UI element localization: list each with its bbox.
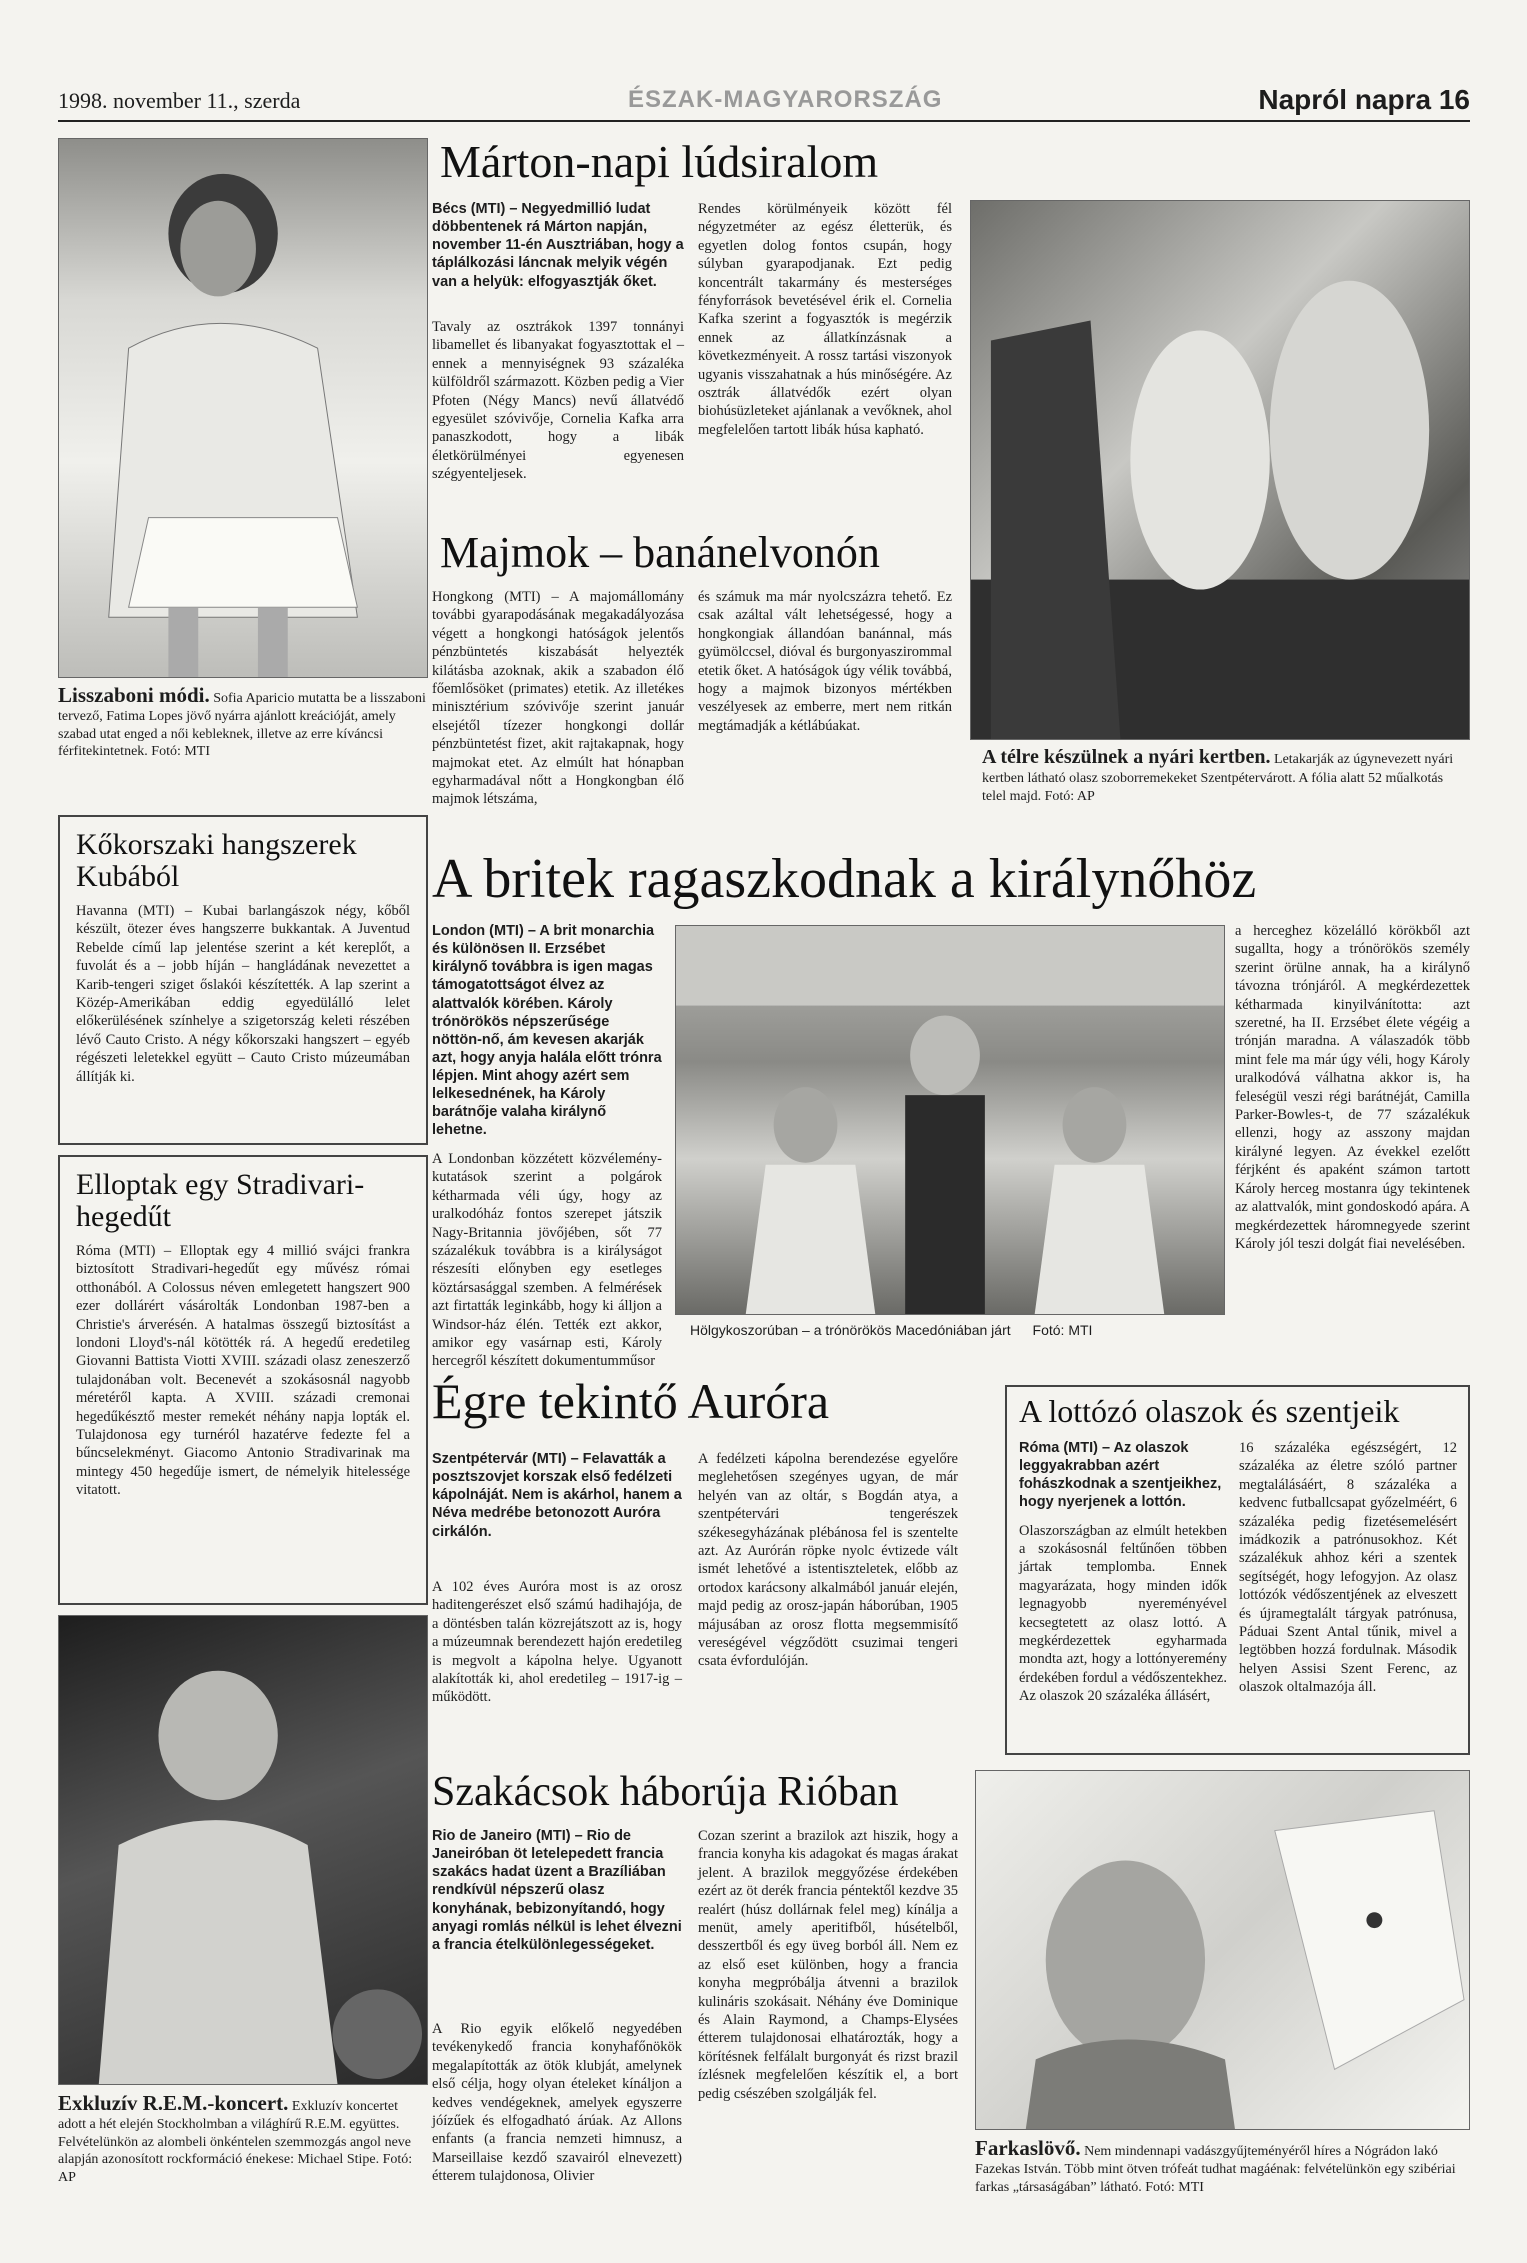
aurora-lead: Szentpétervár (MTI) – Felavatták a posztszovjet korszak első fedélzeti kápolnáját. Nem is akárhol, hanem a Néva medrébe betonozott Auróra cirkálón. xyxy=(432,1451,682,1540)
rem-caption-text: Exkluzív koncertet adott a hét elején Stockholmban a világhírű R.E.M. együttes. Felvételünkön az alombeli önkéntelen szemmozgás angol neve alapján azonosított rockformáció énekese: Michael Stipe. Fotó: AP xyxy=(58,2099,413,2185)
garden-caption-title: A télre készülnek a nyári kertben. xyxy=(982,746,1271,768)
macedonia-photo-caption xyxy=(690,1322,1210,1340)
stradivari-article xyxy=(58,1155,428,1605)
rem-concert-photo xyxy=(58,1615,428,2085)
garden-caption-text: Letakarják az úgynevezett nyári kertben látható olasz szoborremekeket Szentpétervárott. A fólia alatt 52 műalkotás telel majd. Fotó: AP xyxy=(982,752,1454,804)
lisbon-caption xyxy=(58,682,428,761)
stradivari-title: Elloptak egy Stradivari-hegedűt xyxy=(76,1168,365,1233)
majmok-col2: és számuk ma már nyolcszázra tehető. Ez csak azáltal vált lehetségessé, hogy a hongkongiak állandóan banánnal, más gyümölccsel, dióval és burgonyaszirommal etetik őket. A hatóságok úgy vélik továbbá, hogy a majmok bizonyos mértékben veszélyesek az emberre, mert nem ritkán megtámadják a kétlábúakat. xyxy=(698,589,952,734)
issue-date: 1998. november 11., szerda xyxy=(58,88,301,113)
marton-title: Márton-napi lúdsiralom xyxy=(440,136,879,187)
stone-text: Havanna (MTI) – Kubai barlangászok négy, kőből készült, ötezer éves hangszerre bukkantak. A Juventud Rebelde című lap jelentése szerint a két kereplőt, a fuvolát és a – jobb híján – hangládának nevezettet a Karib-tengeri sziget őslakói készítették. A lap szerint a Közép-Amerikában eddig egyedülálló lelet előkerülésének színhelye a szigetország keleti részében lévő Cauto Cristo. A négy kőkorszaki hangszert – egyéb régészeti leletekkel együtt – Cauto Cristo múzeumában állítják ki. xyxy=(76,903,410,1085)
stone-instruments-article xyxy=(58,815,428,1145)
aurora-col1: A 102 éves Auróra most is az orosz haditengerészet első számú hadihajója, de a döntésben talán közrejátszott az is, hogy a múzeumnak berendezett hajón eredetileg is megvolt a kápolna helye. Ugyanott alakították ki, ahol eredetileg – 1917-ig – működött. xyxy=(432,1579,682,1706)
lotto-col1: Olaszországban az elmúlt hetekben a szokásosnál feltűnően többen jártak templomba. Ennek magyarázata, hogy minden idők legnagyobb nyereményével kecsegtetett az olasz lottó. A megkérdezettek egyharmada mondta azt, hogy a lottónyeremény érdekében fordul a védőszentekhez. Az olaszok 20 százaléka állásért, xyxy=(1019,1522,1227,1705)
macedonia-caption-credit: Fotó: MTI xyxy=(1032,1322,1093,1338)
aurora-title: Égre tekintő Auróra xyxy=(432,1373,830,1429)
page-header xyxy=(58,84,1470,122)
wolf-caption-text: Nem mindennapi vadászgyűjteményéről híres a Nógrádon lakó Fazekas István. Több mint ötven trófeát tudhat magáénak: felvételünkön egy szibériai farkas „társaságában” látható. Fotó: MTI xyxy=(975,2144,1456,2195)
marton-lead: Bécs (MTI) – Negyedmillió ludat döbbentenek rá Márton napján, november 11-én Ausztriában, hogy a táplálkozási láncnak melyik végén van a helyük: elfogyasztják őket. xyxy=(432,201,684,290)
lisbon-fashion-photo xyxy=(58,138,428,678)
majmok-col1: Hongkong (MTI) – A majomállomány további gyarapodásának megakadályozása végett a hongkongi hatóságok jelentős pénzbüntetés kiszabását helyezték kilátásba azoknak, akik a szabadon élő főemlősöket (primates) etetik. Az illetékes minisztérium szóvivője szerint január elsejétől tízezer hongkongi dollár pénzbüntetést fizet, akit rajtakapnak, hogy majmokat etet. Az elmúlt hat hónapban egyharmadával nőtt a Hongkongban élő majmok létszáma, xyxy=(432,589,684,808)
garden-statue-photo xyxy=(970,200,1470,740)
aurora-col2: A fedélzeti kápolna berendezése egyelőre meglehetősen szegényes ugyan, de már helyén van az oltár, s Bogdán atya, a szentpétervári tengerészek székesegyházának plébánosa fel is szentelte azt. Az Aurórán röpke nyolc évtizede vált ismét lehetővé a istentiszteletek, előbb az ortodox karácsony alkalmából január elején, majd pedig az orosz-japán háborúban, 1905 májusában az orosz flotta megsemmisítő vereségével végződött csuzimai tengeri csata évfordulóján. xyxy=(698,1451,958,1670)
szakacs-lead: Rio de Janeiro (MTI) – Rio de Janeiróban öt letelepedett francia szakács hadat üzent a Brazíliában rendkívül népszerű olasz konyhának, bebizonyítandó, hogy anyagi romlás nélkül is lehet élvezni a francia ételkülönlegességeket. xyxy=(432,1828,682,1953)
marton-col1: Tavaly az osztrákok 1397 tonnányi libamellet és libanyakat fogyasztottak el – ennek a mennyiségnek 93 százaléka külföldről származott. Közben pedig a Vier Pfoten (Négy Mancs) nevű állatvédő egyesület szóvivője, Cornelia Kafka arra panaszkodott, hogy a libák életkörülményei egyenesen szégyenteljesek. xyxy=(432,319,684,483)
szakacs-col1: A Rio egyik előkelő negyedében tevékenykedő francia konyhafőnökök megalapították az ötök klubját, amelynek első célja, hogy olyan ételeket kínáljon a kedves vendégeknek, amelyek egyszerre jóízűek és elfogadható árúak. Az Allons enfants (a francia nemzeti himnusz, a Marseillaise kezdő szavairól elnevezett) étterem tulajdonosa, Olivier xyxy=(432,2021,682,2185)
rem-caption xyxy=(58,2090,428,2186)
szakacs-title: Szakácsok háborúja Rióban xyxy=(432,1769,899,1815)
wolf-caption-title: Farkaslövő. xyxy=(975,2136,1081,2160)
britek-col2: a herceghez közelálló körökből azt sugallta, hogy a trónörökös személy szerint örülne annak, ha a királynő távozna trónjáról. A megkérdezettek kétharmada kinyilvánította: azt szeretné, ha II. Erzsébet élete végéig a trónján maradna. A válaszadók több mint fele ma már úgy véli, hogy Károly uralkodóvá válhatna akkor is, ha feleségül veszi régi barátnéját, Camilla Parker-Bowles-t, de 77 százalékuk ellenzi, hogy az asszony majdan királyné legyen. Az évekkel ezelőtt férjként és apaként számon tartott Károly herceg mostanra úgy tekintenek az alattvalók, mint gondoskodó apára. A megkérdezettek háromnegyede szerint Károly jól teszi dolgát fiai nevelésében. xyxy=(1235,923,1470,1252)
section-title: Napról napra 16 xyxy=(1258,84,1470,115)
wolf-caption xyxy=(975,2135,1470,2196)
macedonia-caption-text: Hölgykoszorúban – a trónörökös Macedóniában járt xyxy=(690,1322,1011,1338)
lisbon-caption-text: Sofia Aparicio mutatta be a lisszaboni tervező, Fatima Lopes jövő nyárra ajánlott kreációját, amely szabad utat enged a női kebleknek, illetve az erre kíváncsi férfitekintetnek. Fotó: MTI xyxy=(58,691,426,760)
stradivari-text: Róma (MTI) – Elloptak egy 4 millió svájci frankra biztosított Stradivari-hegedűt egy művész római otthonából. A Colossus néven emlegetett hangszert 900 ezer dollárért vásárolták Londonban 1987-ben a Christie's árverésén. A hatalmas összegű biztosítást a londoni Lloyd's-nál kötötték rá. A hegedű eredetileg Giovanni Battista Viotti XVIII. századi olasz zeneszerző tulajdonában volt. Becenevét a szokásosnál nagyobb méretéről kapta. A XVIII. századi cremonai hegedűkésztő mester remekét néhány napja lopták el. Tulajdonosa egy turnéról hazatérve fedezte fel a bűncselekményt. Giacomo Antonio Stradivarinak ma mintegy 450 hegedűje ismert, de némelyik hitelessége vitatott. xyxy=(76,1243,410,1499)
szakacs-col2: Cozan szerint a brazilok azt hiszik, hogy a francia konyha kis adagokat és magas árakat jelent. A brazilok meggyőzése érdekében ezért az öt derék francia péntektől kezdve 35 realért (húsz dollárnak felel meg) kínálja a menüt, amely aperitifből, húsételből, desszertből és egy üveg borból áll. Nem ez az első eset különben, hogy a francia konyha megpróbálja átvenni a brazilok kulináris szokásait. Néhány éve Dominique és Alain Raymond, a Champs-Elysées étterem tulajdonosai elhatározták, hogy a körítésnek felfálalt burgonyát és rizst brazil ízlésnek megfelelően készítik el, a bort pedig csészében szolgálják fel. xyxy=(698,1828,958,2102)
newspaper-title: ÉSZAK-MAGYARORSZÁG xyxy=(628,86,943,113)
lotto-lead: Róma (MTI) – Az olaszok leggyakrabban azért fohászkodnak a szentjeikhez, hogy nyerjenek a lottón. xyxy=(1019,1440,1222,1511)
marton-col2: Rendes körülményeik között fél négyzetméter az egész életterük, és egyetlen dolog fontos csupán, hogy súlyban gyarapodjanak. Ezt pedig koncentrált takarmány és mesterséges fényforrások bevetésével érik el. Cornelia Kafka szerint a fogyasztók is megérzik ennek az állatkínzásnak a következményeit. A rossz tartási viszonyok ugyanis visszahatnak a hús minőségére. Az osztrák állatvédők ezért olyan biohúsüzleteket ajánlanak a vevőknek, ahol megfelelően tartott libák húsa kapható. xyxy=(698,201,952,438)
rem-caption-title: Exkluzív R.E.M.-koncert. xyxy=(58,2091,289,2115)
stone-title: Kőkorszaki hangszerek Kubából xyxy=(76,828,357,893)
garden-caption xyxy=(982,745,1462,805)
macedonia-photo xyxy=(675,925,1225,1315)
majmok-title: Majmok – banánelvonón xyxy=(440,528,880,577)
lotto-col2: 16 százaléka egészségért, 12 százaléka az életre szóló partner megtalálásáért, 8 százaléka a kedvenc futballcsapat győzelméért, 6 százaléka pedig fizetésemelésért imádkozik a patrónusokhoz. Két százalékuk ahhoz kéri a szentek segítségét, hogy lefogyjon. Az olasz lottózók védőszentjének az elveszett és újramegtalált tárgyak patrónusa, Páduai Szent Antal tűnik, mivel a legtöbben hozzá fordulnak. Második helyen Assisi Szent Ferenc, az olaszok oltalmazója áll. xyxy=(1239,1440,1457,1696)
lotto-article xyxy=(1005,1385,1470,1755)
lotto-title: A lottózó olaszok és szentjeik xyxy=(1019,1393,1400,1429)
wolf-hunter-photo xyxy=(975,1770,1470,2130)
lisbon-caption-title: Lisszaboni módi. xyxy=(58,683,210,707)
britek-title: A britek ragaszkodnak a királynőhöz xyxy=(432,848,1257,910)
britek-col1: A Londonban közzétett közvélemény-kutatások szerint a polgárok kétharmada véli úgy, hogy az uralkodóház fontos szerepet játszik Nagy-Britannia jövőjében, sőt 77 százalékuk továbbra is a királyságot részesíti előnyben egy esetleges köztársasággal szemben. A felmérések azt firtatták leginkább, hogy ki álljon a Windsor-ház élén. Tették ezt akkor, amikor egy vasárnap esti, Károly hercegről készített dokumentumműsor xyxy=(432,1151,662,1370)
britek-lead: London (MTI) – A brit monarchia és különösen II. Erzsébet királynő továbbra is igen magas támogatottságot élvez az alattvalók körében. Károly trónörökös népszerűsége nöttön-nő, ám kevesen akarják azt, hogy anyja halála előtt trónra lépjen. Mint ahogy azért sem lelkesednének, ha Károly barátnője valaha királynő lehetne. xyxy=(432,923,662,1139)
